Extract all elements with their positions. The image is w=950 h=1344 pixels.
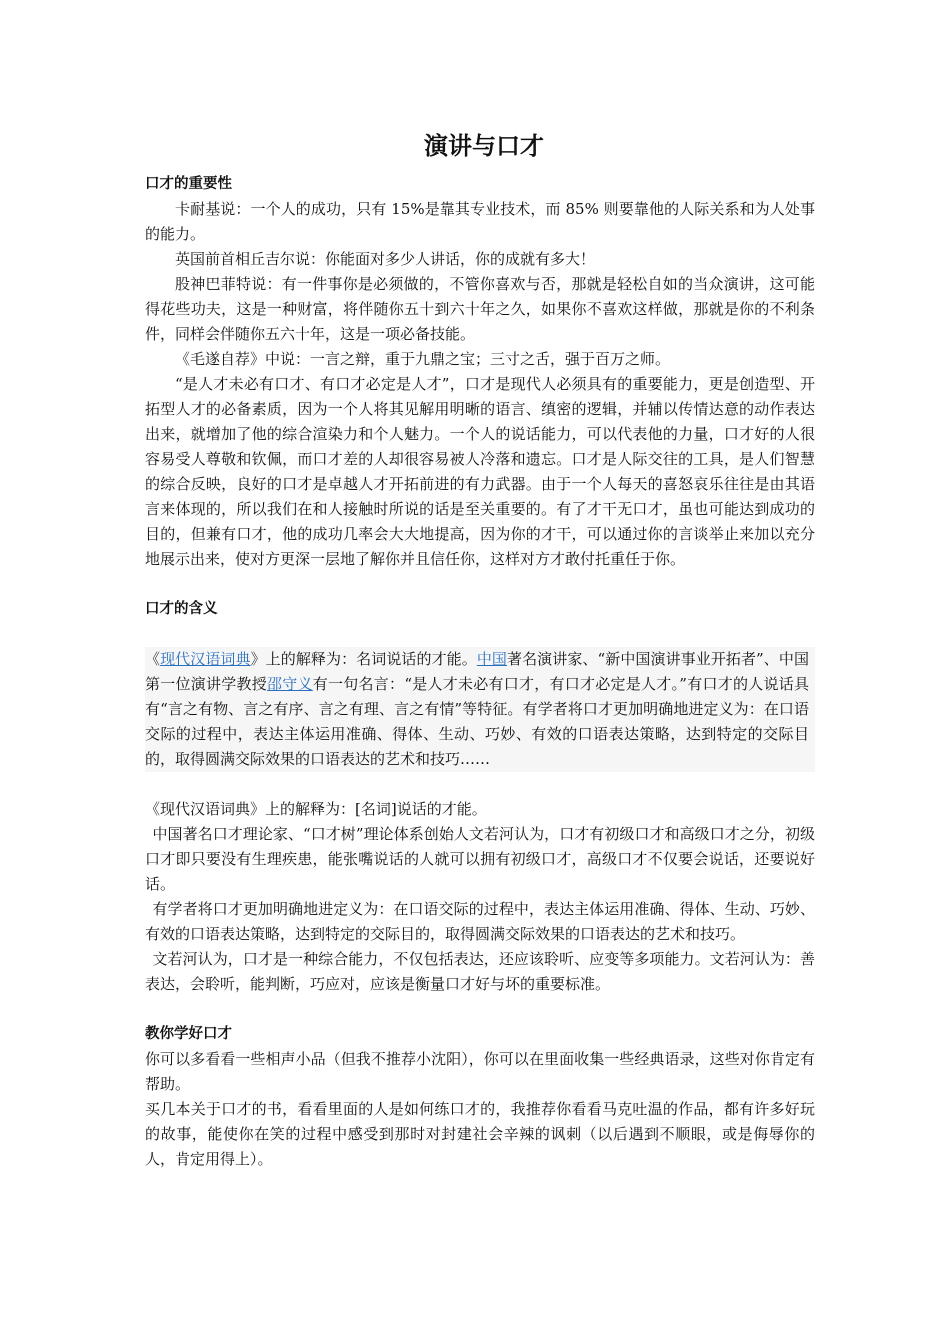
quoted-definition-block — [145, 647, 815, 772]
quote-text-pre: 《 — [145, 650, 161, 668]
quote-text-mid2: 著名演讲家、“新中国演讲事业开拓者”、中国第一位演讲学教授 — [145, 650, 809, 693]
link-modern-chinese-dictionary[interactable]: 现代汉语词典 — [160, 650, 251, 668]
quote-text-rest: 有一句名言：“是人才未必有口才，有口才必定是人才。”有口才的人说话具有“言之有物、言之有序、言之有理、言之有情”等特征。有学者将口才更加明确地进定义为：在口语交际的过程中，表达主体运用准确、得体、生动、巧妙、有效的口语表达策略，达到特定的交际目的，取得圆满交际效果的口语表达的艺术和技巧…… — [145, 675, 809, 768]
document-title: 演讲与口才 — [424, 131, 544, 160]
paragraph-scholar-definition: 有学者将口才更加明确地进定义为：在口语交际的过程中，表达主体运用准确、得体、生动、巧妙、有效的口语表达策略，达到特定的交际目的，取得圆满交际效果的口语表达的艺术和技巧。 — [145, 900, 815, 943]
section-heading-importance: 口才的重要性 — [145, 176, 232, 192]
paragraph-maosui: 《毛遂自荐》中说：一言之辩，重于九鼎之宝；三寸之舌，强于百万之师。 — [175, 350, 671, 368]
document-page — [145, 128, 815, 1172]
paragraph-wen-ruohe-levels: 中国著名口才理论家、“口才树”理论体系创始人文若河认为，口才有初级口才和高级口才之分，初级口才即只要没有生理疾患，能张嘴说话的人就可以拥有初级口才，高级口才不仅要会说话，还要说好话。 — [145, 825, 815, 893]
paragraph-dictionary-definition: 《现代汉语词典》上的解释为：[名词]说话的才能。 — [145, 800, 487, 818]
section-heading-meaning: 口才的含义 — [145, 601, 218, 617]
paragraph-buffett: 股神巴菲特说：有一件事你是必须做的，不管你喜欢与否，那就是轻松自如的当众演讲，这可能得花些功夫，这是一种财富，将伴随你五十到六十年之久，如果你不喜欢这样做，那就是你的不利条件，同样会伴随你五六十年，这是一项必备技能。 — [145, 275, 815, 343]
paragraph-talent: “是人才未必有口才、有口才必定是人才”，口才是现代人必须具有的重要能力，更是创造型、开拓型人才的必备素质，因为一个人将其见解用明晰的语言、缜密的逻辑，并辅以传情达意的动作表达出来，就增加了他的综合渲染力和个人魅力。一个人的说话能力，可以代表他的力量，口才好的人很容易受人尊敬和钦佩，而口才差的人却很容易被人冷落和遗忘。口才是人际交往的工具，是人们智慧的综合反映，良好的口才是卓越人才开拓前进的有力武器。由于一个人每天的喜怒哀乐往往是由其语言来体现的，所以我们在和人接触时所说的话是至关重要的。有了才干无口才，虽也可能达到成功的目的，但兼有口才，他的成功几率会大大地提高，因为你的才干，可以通过你的言谈举止来加以充分地展示出来，使对方更深一层地了解你并且信任你，这样对方才敢付托重任于你。 — [145, 375, 815, 568]
link-shao-shouyi[interactable]: 邵守义 — [267, 675, 313, 693]
quote-text-mid1: 》上的解释为：名词说话的才能。 — [250, 650, 477, 668]
paragraph-carnegie: 卡耐基说：一个人的成功，只有 15%是靠其专业技术，而 85% 则要靠他的人际关系和为人处事的能力。 — [145, 200, 815, 243]
paragraph-crosstalk: 你可以多看看一些相声小品（但我不推荐小沈阳），你可以在里面收集一些经典语录，这些对你肯定有帮助。 — [145, 1050, 815, 1093]
paragraph-books: 买几本关于口才的书，看看里面的人是如何练口才的，我推荐你看看马克吐温的作品，都有许多好玩的故事，能使你在笑的过程中感受到那时对封建社会辛辣的讽刺（以后遇到不顺眼，或是侮辱你的人，肯定用得上）。 — [145, 1100, 815, 1168]
link-china[interactable]: 中国 — [476, 650, 507, 668]
paragraph-wen-ruohe-ability: 文若河认为，口才是一种综合能力，不仅包括表达，还应该聆听、应变等多项能力。文若河认为：善表达，会聆听，能判断，巧应对，应该是衡量口才好与坏的重要标准。 — [145, 950, 815, 993]
paragraph-churchill: 英国前首相丘吉尔说：你能面对多少人讲话，你的成就有多大！ — [175, 250, 596, 268]
section-heading-learn: 教你学好口才 — [145, 1026, 232, 1042]
